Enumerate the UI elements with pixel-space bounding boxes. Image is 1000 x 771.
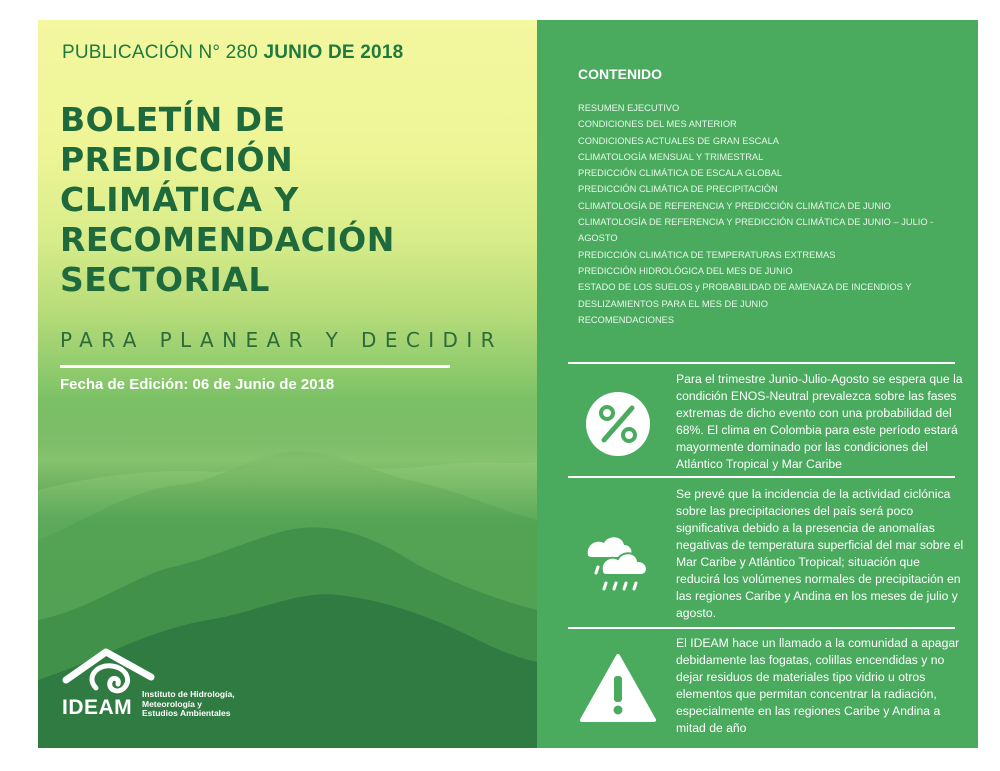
cover-left-panel xyxy=(38,20,537,748)
title-line: RECOMENDACIÓN xyxy=(60,220,395,259)
edition-date: Fecha de Edición: 06 de Junio de 2018 xyxy=(60,376,335,393)
toc-item[interactable]: PREDICCIÓN CLIMÁTICA DE TEMPERATURAS EXTREMAS xyxy=(578,249,836,260)
rain-clouds-icon xyxy=(578,525,658,605)
toc-item[interactable]: CLIMATOLOGÍA DE REFERENCIA Y PREDICCIÓN CLIMÁTICA DE JUNIO – JULIO - AGOSTO xyxy=(578,217,934,244)
title-line: PREDICCIÓN xyxy=(60,140,294,179)
logo-org-line: Meteorología y xyxy=(142,698,202,709)
title-line: CLIMÁTICA Y xyxy=(60,180,299,219)
warning-icon xyxy=(578,650,658,730)
publication-prefix: PUBLICACIÓN N° 280 xyxy=(62,42,264,63)
toc-item[interactable]: ESTADO DE LOS SUELOS y PROBABILIDAD DE AMENAZA DE INCENDIOS Y DESLIZAMIENTOS PARA EL MES DE JUNIO xyxy=(578,282,912,309)
contents-heading: CONTENIDO xyxy=(578,66,662,82)
section-divider xyxy=(568,476,955,478)
haze-overlay xyxy=(38,400,537,520)
logo-org-line: Instituto de Hidrología, xyxy=(142,689,235,699)
page-title xyxy=(60,100,520,300)
highlight-text: Se prevé que la incidencia de la actividad ciclónica sobre las precipitaciones del país será poco significativa debido a la presencia de anomalías negativas de temperatura superficial del mar sobre el Mar Caribe y Atlántico Tropical; situación que reducirá los volúmenes normales de precipitación en las regiones Caribe y Andina en los meses de julio y agosto. xyxy=(676,487,964,620)
toc-item[interactable]: CONDICIONES ACTUALES DE GRAN ESCALA xyxy=(578,135,779,146)
cover-right-panel xyxy=(537,20,978,748)
toc-item[interactable]: PREDICCIÓN CLIMÁTICA DE ESCALA GLOBAL xyxy=(578,168,783,179)
toc-item[interactable]: CONDICIONES DEL MES ANTERIOR xyxy=(578,119,737,130)
publication-date: JUNIO DE 2018 xyxy=(263,42,404,63)
toc-item[interactable]: PREDICCIÓN CLIMÁTICA DE PRECIPITACIÓN xyxy=(578,184,778,195)
title-line: BOLETÍN DE xyxy=(60,100,286,139)
toc-item[interactable]: RESUMEN EJECUTIVO xyxy=(578,103,680,113)
title-line: SECTORIAL xyxy=(60,260,270,299)
logo-org-name xyxy=(142,690,272,719)
section-divider xyxy=(568,627,955,629)
publication-number xyxy=(62,42,403,64)
highlight-text: Para el trimestre Junio-Julio-Agosto se espera que la condición ENOS-Neutral prevalezca sobre las fases extremas de dicho evento con una probabilidad del 68%. El clima en Colombia para este período estará mayormente dominado por las condiciones del Atlántico Tropical y Mar Caribe xyxy=(676,372,963,471)
toc-item[interactable]: RECOMENDACIONES xyxy=(578,314,675,325)
toc-item[interactable]: PREDICCIÓN HIDROLÓGICA DEL MES DE JUNIO xyxy=(578,265,793,276)
logo-org-line: Estudios Ambientales xyxy=(142,708,231,718)
section-divider xyxy=(568,362,955,364)
table-of-contents xyxy=(578,100,958,328)
highlight-text: El IDEAM hace un llamado a la comunidad a apagar debidamente las fogatas, colillas encendidas y no dejar residuos de materiales tipo vidrio u otros elementos que permitan concentrar la radiación, especialmente en las regiones Caribe y Andina a mitad de año xyxy=(676,636,960,735)
toc-item[interactable]: CLIMATOLOGÍA DE REFERENCIA Y PREDICCIÓN CLIMÁTICA DE JUNIO xyxy=(578,200,891,211)
divider-line xyxy=(60,365,450,368)
percent-icon xyxy=(578,384,658,464)
toc-item[interactable]: CLIMATOLOGÍA MENSUAL Y TRIMESTRAL xyxy=(578,151,764,162)
logo-wordmark: IDEAM xyxy=(62,696,133,719)
subtitle: PARA PLANEAR Y DECIDIR xyxy=(60,328,503,352)
